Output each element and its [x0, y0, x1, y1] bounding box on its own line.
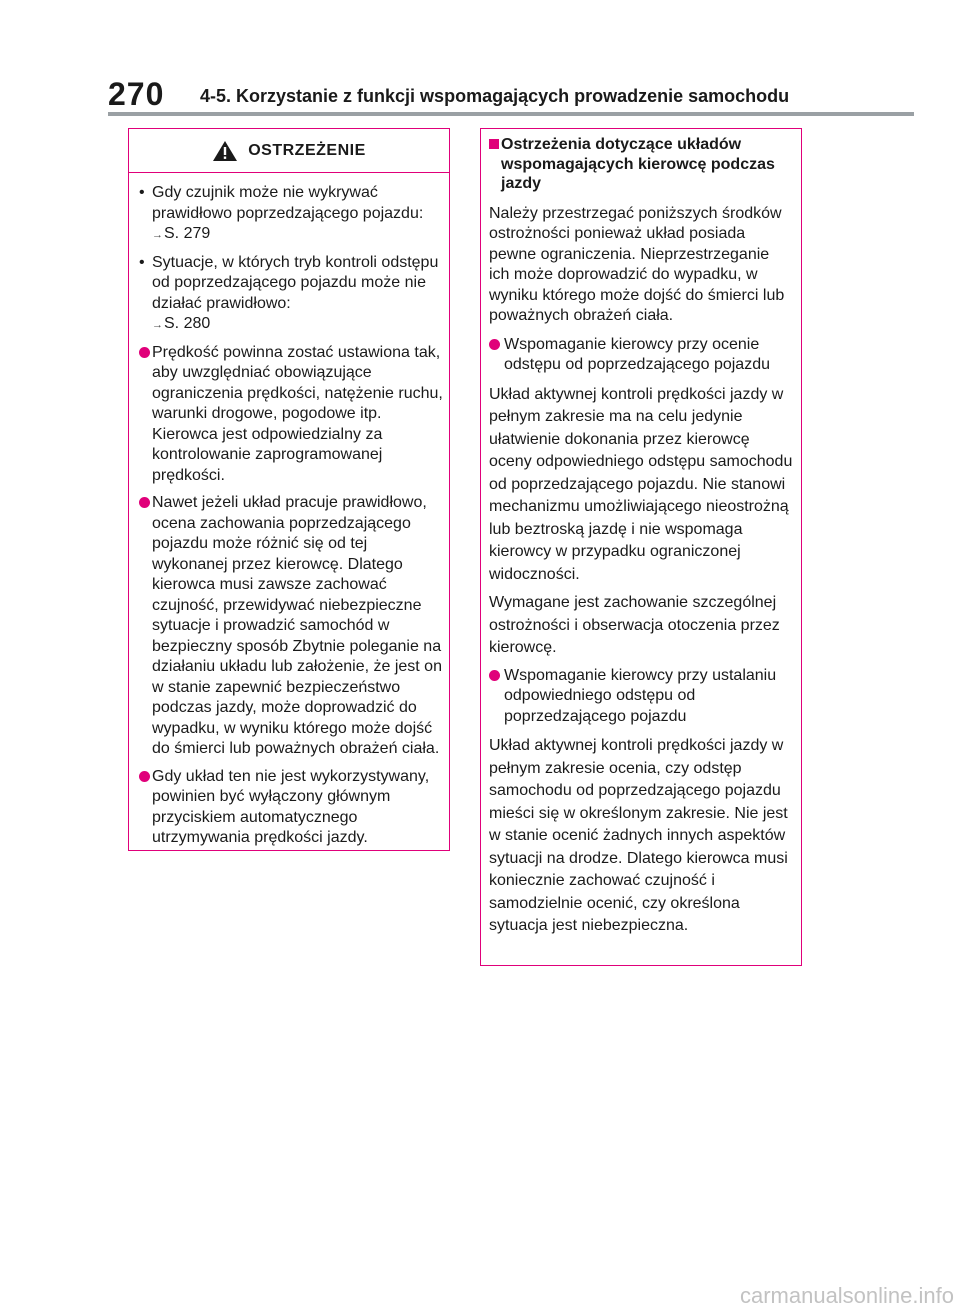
arrow-right-icon: → [152, 229, 163, 241]
info-subheading: Wspomaganie kierowcy przy ocenie odstępu od poprzedzającego pojazdu [489, 335, 793, 376]
info-subheading: Wspomaganie kierowcy przy ustalaniu odpowiedniego odstępu od poprzedzającego pojazdu [489, 666, 793, 728]
info-box [480, 128, 802, 966]
info-heading: Ostrzeżenia dotyczące układów wspomagających kierowcę podczas jazdy [489, 135, 793, 194]
warning-bullet: • Sytuacje, w których tryb kontroli odstępu od poprzedzającego pojazdu może nie działać prawidłowo: →S. 280 [139, 253, 443, 336]
warning-bullet-text: Gdy czujnik może nie wykrywać prawidłowo poprzedzającego pojazdu: [152, 184, 424, 222]
page-reference-link[interactable]: →S. 280 [152, 315, 211, 332]
warning-bullet-text: Sytuacje, w których tryb kontroli odstępu od poprzedzającego pojazdu może nie działać prawidłowo: [152, 253, 439, 312]
bullet-dot-icon [489, 670, 500, 681]
bullet-dot-icon [139, 497, 150, 508]
warning-body [129, 173, 449, 849]
warning-bullet: • Gdy czujnik może nie wykrywać prawidłowo poprzedzającego pojazdu: →S. 279 [139, 183, 443, 246]
info-paragraph: Wymagane jest zachowanie szczególnej ostrożności i obserwacja otoczenia przez kierowcę. [489, 594, 780, 656]
warning-item: Nawet jeżeli układ pracuje prawidłowo, ocena zachowania poprzedzającego pojazdu może różnić się od tej wykonanej przez kierowcę. Dlatego kierowca musi zawsze zachować czujność, przewidywać niebezpieczne sytuacje i prowadzić samochód w bezpieczny sposób Zbytnie poleganie na działaniu układu lub założenie, że jest on w stanie zapewnić bezpieczeństwo podczas jazdy, może doprowadzić do wypadku, w wyniku którego może dojść do śmierci lub poważnych obrażeń ciała. [139, 493, 443, 760]
warning-header [129, 129, 449, 172]
section-title: 4-5. Korzystanie z funkcji wspomagających prowadzenie samochodu [200, 86, 790, 106]
bullet-dot-icon [489, 339, 500, 350]
bullet-dot-icon [139, 347, 150, 358]
warning-item: Gdy układ ten nie jest wykorzystywany, powinien być wyłączony głównym przyciskiem automatycznego utrzymywania prędkości jazdy. [139, 767, 443, 849]
page-number: 270 [108, 76, 165, 112]
info-intro: Należy przestrzegać poniższych środków ostrożności ponieważ układ posiada pewne ograniczenia. Nieprzestrzeganie ich może doprowadzić do wypadku, w wyniku którego może dojść do śmierci lub poważnych obrażeń ciała. [489, 204, 785, 324]
warning-title: OSTRZEŻENIE [248, 141, 366, 159]
info-paragraph: Układ aktywnej kontroli prędkości jazdy w pełnym zakresie ocenia, czy odstęp samochodu od poprzedzającego pojazdu mieści się w określonym zakresie. Nie jest w stanie ocenić żadnych innych aspektów sytuacji na drodze. Dlatego kierowca musi koniecznie zachować czujność i samodzielnie ocenić, czy określona sytuacja jest niebezpieczna. [489, 737, 788, 934]
warning-box [128, 128, 450, 851]
header-rule [108, 112, 914, 116]
arrow-right-icon: → [152, 319, 163, 331]
warning-item: Prędkość powinna zostać ustawiona tak, aby uwzględniać obowiązujące ograniczenia prędkości, natężenie ruchu, warunki drogowe, pogodowe itp. Kierowca jest odpowiedzialny za kontrolowanie zaprogramowanej prędkości. [139, 343, 443, 487]
warning-triangle-icon [212, 140, 238, 162]
square-bullet-icon [489, 139, 499, 149]
info-paragraph: Układ aktywnej kontroli prędkości jazdy w pełnym zakresie ma na celu jedynie ułatwienie dokonania przez kierowcę oceny odpowiedniego odstępu samochodu od poprzedzającego pojazdu. Nie stanowi mechanizmu umożliwiającego nieostrożną lub beztroską jazdę i nie wspomaga kierowcy w przypadku ograniczonej widoczności. [489, 385, 793, 583]
page-reference-link[interactable]: →S. 279 [152, 225, 211, 242]
bullet-dot-icon [139, 771, 150, 782]
watermark: carmanualsonline.info [739, 1283, 954, 1308]
